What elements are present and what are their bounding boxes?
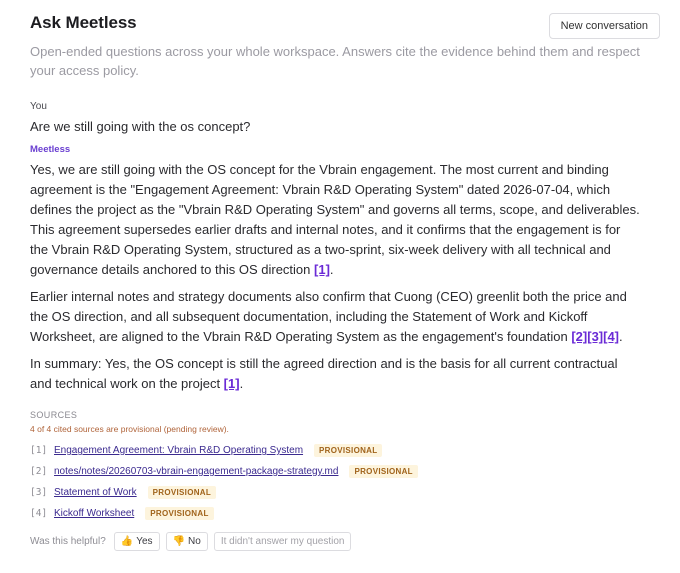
citation-link[interactable]: [1] bbox=[314, 262, 330, 277]
feedback-yes-button[interactable] bbox=[114, 532, 160, 551]
answer-text: . bbox=[239, 376, 244, 391]
feedback-other-button[interactable]: It didn't answer my question bbox=[214, 532, 352, 551]
citation-link[interactable]: [4] bbox=[603, 329, 620, 344]
feedback-bar bbox=[30, 532, 650, 551]
sources-heading: SOURCES bbox=[30, 410, 78, 420]
new-conversation-button[interactable]: New conversation bbox=[549, 13, 660, 39]
answer-text: Earlier internal notes and strategy documents also confirm that Cuong (CEO) greenlit both the price and the OS direction, and all subsequent documentation, including the Statement of Work and Kickoff Worksheet, are aligned to the Vbrain R&D Operating System as the engagement's foundation bbox=[30, 289, 627, 344]
page-subtitle: Open-ended questions across your whole workspace. Answers cite the evidence behind them and respect your access policy. bbox=[30, 44, 640, 78]
source-number: [4] bbox=[30, 508, 48, 519]
assistant-answer bbox=[30, 160, 650, 394]
header bbox=[30, 0, 650, 42]
source-link[interactable]: Engagement Agreement: Vbrain R&D Operating System bbox=[54, 445, 304, 456]
answer-paragraph bbox=[30, 160, 650, 280]
source-number: [3] bbox=[30, 487, 48, 498]
citation-link[interactable]: [3] bbox=[587, 329, 604, 344]
feedback-no-button[interactable] bbox=[166, 532, 208, 551]
provisional-note: 4 of 4 cited sources are provisional (pending review). bbox=[30, 424, 229, 434]
answer-text: . bbox=[619, 329, 623, 344]
provisional-badge: PROVISIONAL bbox=[145, 507, 213, 520]
answer-text: In summary: Yes, the OS concept is still the agreed direction and is the basis for all current contractual and technical work on the project bbox=[30, 356, 618, 391]
source-item bbox=[30, 461, 650, 482]
answer-paragraph bbox=[30, 287, 650, 347]
source-item bbox=[30, 440, 650, 461]
source-link[interactable]: Kickoff Worksheet bbox=[54, 508, 135, 519]
sources-list bbox=[30, 440, 650, 524]
source-item bbox=[30, 482, 650, 503]
source-item bbox=[30, 503, 650, 524]
source-number: [2] bbox=[30, 466, 48, 477]
provisional-badge: PROVISIONAL bbox=[148, 486, 216, 499]
provisional-badge: PROVISIONAL bbox=[349, 465, 417, 478]
source-number: [1] bbox=[30, 445, 48, 456]
citation-link[interactable]: [1] bbox=[223, 376, 240, 391]
provisional-badge: PROVISIONAL bbox=[314, 444, 382, 457]
assistant-label: Meetless bbox=[30, 144, 71, 155]
thumbs-down-icon: 👎 bbox=[172, 536, 186, 547]
source-link[interactable]: Statement of Work bbox=[54, 487, 137, 498]
source-link[interactable]: notes/notes/20260703-vbrain-engagement-package-strategy.md bbox=[54, 466, 339, 477]
answer-text: . bbox=[329, 262, 334, 277]
feedback-no-label: No bbox=[188, 536, 201, 547]
user-label: You bbox=[30, 101, 47, 112]
answer-paragraph bbox=[30, 354, 650, 394]
thumbs-up-icon: 👍 bbox=[120, 536, 134, 547]
feedback-prompt: Was this helpful? bbox=[30, 536, 106, 547]
feedback-yes-label: Yes bbox=[136, 536, 153, 547]
citation-link[interactable]: [2] bbox=[571, 329, 588, 344]
answer-text: Yes, we are still going with the OS concept for the Vbrain engagement. The most current and binding agreement is the "Engagement Agreement: Vbrain R&D Operating System" dated 2026-07-04, which defines the project as the "Vbrain R&D Operating System" and governs all terms, scope, and deliverables. This agreement supersedes earlier drafts and internal notes, and it confirms that the engagement is for the Vbrain R&D Operating System, structured as a two-sprint, six-week delivery with all technical and governance details anchored to this OS direction bbox=[30, 162, 640, 277]
page-title: Ask Meetless bbox=[30, 13, 137, 32]
user-message: Are we still going with the os concept? bbox=[30, 119, 251, 134]
